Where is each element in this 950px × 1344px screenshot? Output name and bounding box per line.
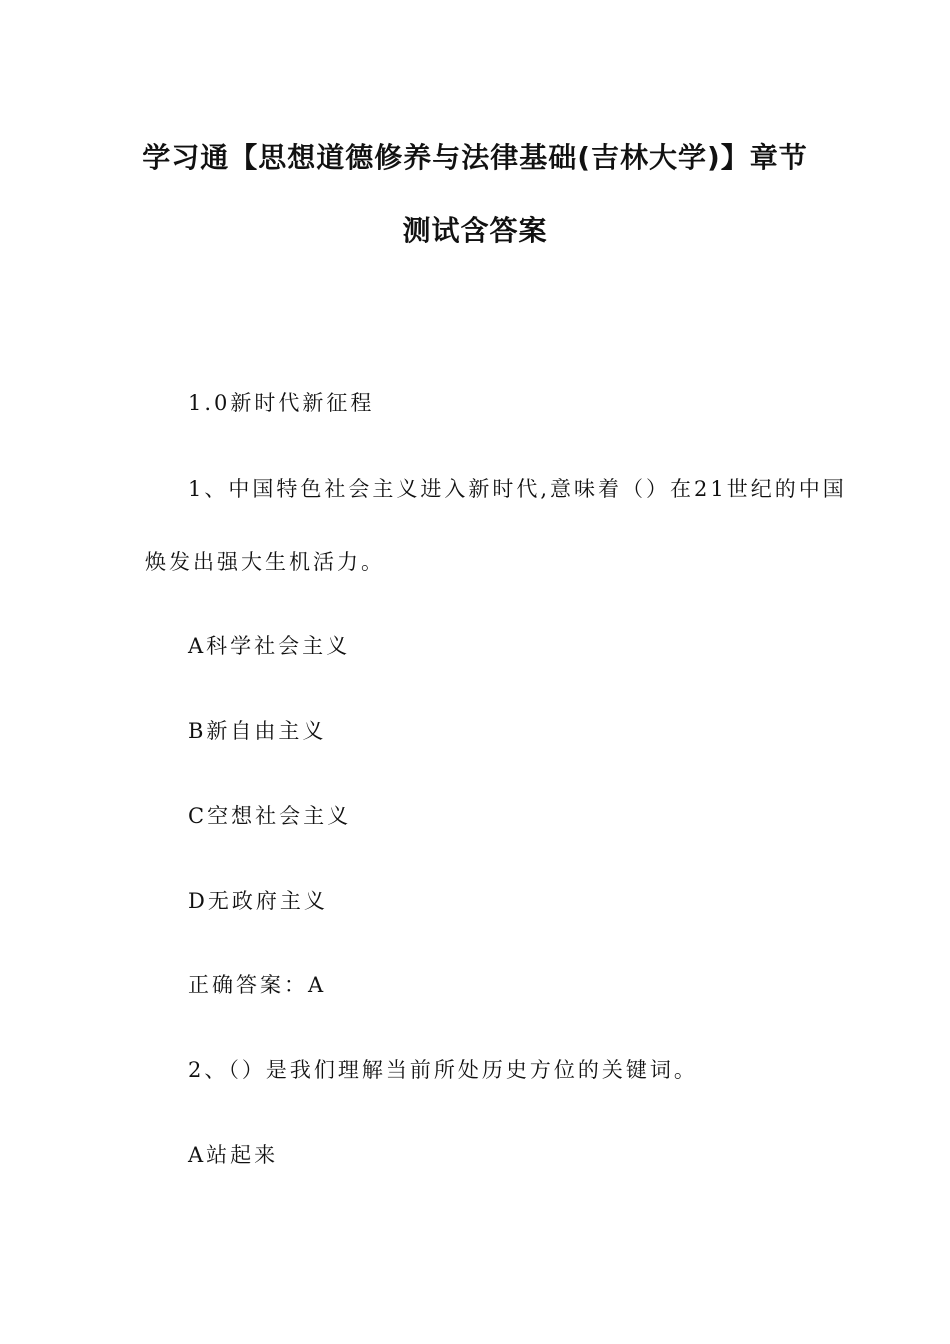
question-1-stem-line-2: 焕发出强大生机活力。 <box>145 550 385 574</box>
section-heading: 1.0新时代新征程 <box>188 391 375 415</box>
document-title-line-2: 测试含答案 <box>402 214 548 247</box>
question-1-answer: 正确答案：A <box>188 973 327 997</box>
question-1-option-b: B新自由主义 <box>188 719 327 743</box>
question-1-stem-line-1: 1、中国特色社会主义进入新时代,意味着（）在21世纪的中国 <box>188 477 847 501</box>
question-1-option-c: C空想社会主义 <box>188 804 352 828</box>
document-title-line-1: 学习通【思想道德修养与法律基础(吉林大学)】章节 <box>142 141 808 174</box>
question-2-option-a: A站起来 <box>188 1143 279 1167</box>
question-1-option-d: D无政府主义 <box>188 889 328 913</box>
question-2-stem: 2、（）是我们理解当前所处历史方位的关键词。 <box>188 1058 698 1082</box>
question-1-option-a: A科学社会主义 <box>188 634 351 658</box>
